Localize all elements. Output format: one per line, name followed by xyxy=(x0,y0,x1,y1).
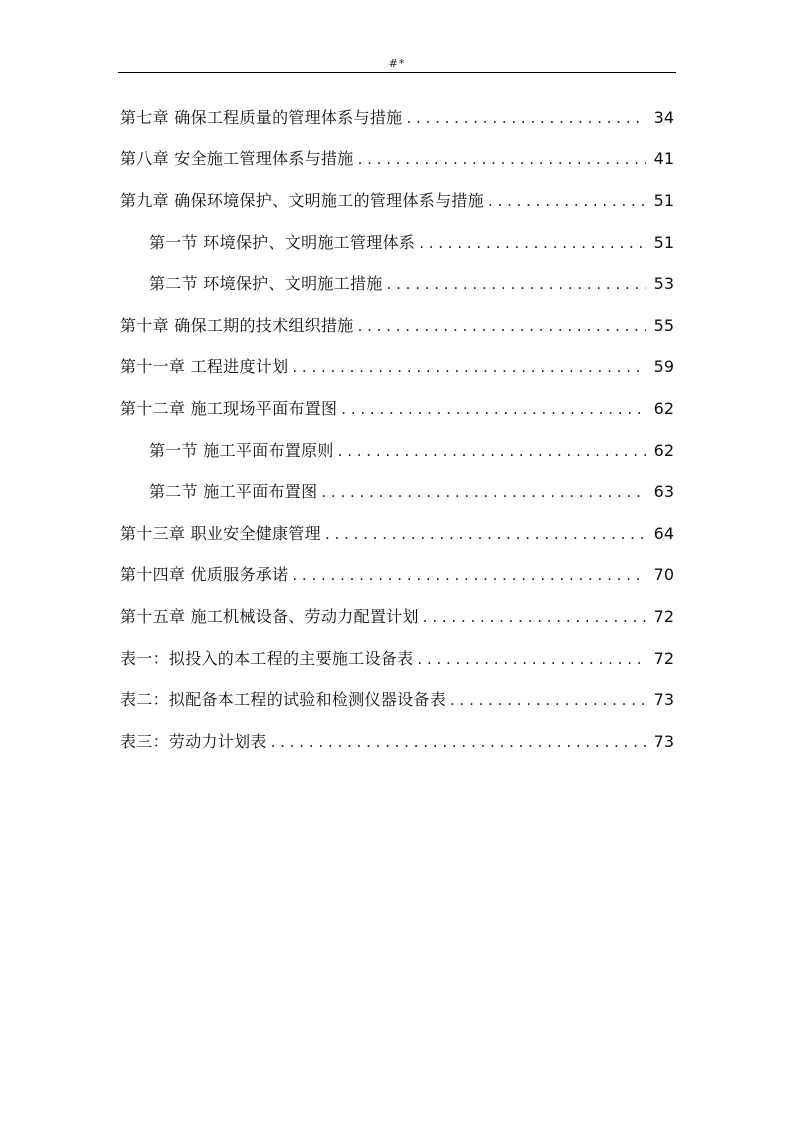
toc-entry-label: 第一节 环境保护、文明施工管理体系 xyxy=(149,232,416,252)
toc-entry-label: 第二节 环境保护、文明施工措施 xyxy=(149,274,383,294)
toc-entry[interactable] xyxy=(120,679,674,721)
toc-dot-leader xyxy=(417,649,645,669)
toc-dot-leader xyxy=(419,233,645,253)
toc-page-number: 62 xyxy=(653,398,674,418)
toc-entry-label: 表一：拟投入的本工程的主要施工设备表 xyxy=(120,648,414,668)
toc-entry-label: 第十四章 优质服务承诺 xyxy=(120,565,289,585)
toc-dot-leader xyxy=(423,607,646,627)
toc-entry[interactable] xyxy=(120,180,674,222)
toc-dot-leader xyxy=(338,441,646,461)
toc-page-number: 70 xyxy=(653,565,674,585)
toc-entry-label: 第一节 施工平面布置原则 xyxy=(149,440,334,460)
table-of-contents xyxy=(120,97,674,763)
toc-entry[interactable] xyxy=(120,347,674,389)
toc-dot-leader xyxy=(325,524,646,544)
toc-entry[interactable] xyxy=(120,513,674,555)
toc-entry-label: 第十三章 职业安全健康管理 xyxy=(120,523,321,543)
toc-subentry[interactable] xyxy=(120,471,674,513)
toc-page-number: 63 xyxy=(653,482,674,502)
toc-dot-leader xyxy=(488,191,646,211)
toc-dot-leader xyxy=(292,357,645,377)
toc-entry[interactable] xyxy=(120,97,674,139)
toc-page-number: 55 xyxy=(653,315,674,335)
toc-page-number: 51 xyxy=(653,232,674,252)
toc-dot-leader xyxy=(450,690,646,710)
toc-subentry[interactable] xyxy=(120,263,674,305)
header-divider xyxy=(118,72,676,73)
toc-dot-leader xyxy=(358,316,646,336)
toc-subentry[interactable] xyxy=(120,222,674,264)
toc-dot-leader xyxy=(271,732,646,752)
toc-page-number: 64 xyxy=(653,523,674,543)
toc-entry-label: 第十五章 施工机械设备、劳动力配置计划 xyxy=(120,606,419,626)
toc-entry[interactable] xyxy=(120,388,674,430)
toc-entry-label: 第八章 安全施工管理体系与措施 xyxy=(120,149,354,169)
toc-entry-label: 第九章 确保环境保护、文明施工的管理体系与措施 xyxy=(120,190,484,210)
toc-page-number: 34 xyxy=(653,107,674,127)
toc-dot-leader xyxy=(407,108,646,128)
toc-entry-label: 表三：劳动力计划表 xyxy=(120,731,267,751)
toc-dot-leader xyxy=(292,565,645,585)
toc-page-number: 72 xyxy=(653,606,674,626)
toc-entry-label: 第十二章 施工现场平面布置图 xyxy=(120,398,338,418)
toc-entry-label: 表二：拟配备本工程的试验和检测仪器设备表 xyxy=(120,690,447,710)
toc-page-number: 53 xyxy=(653,274,674,294)
toc-page-number: 73 xyxy=(653,690,674,710)
toc-entry[interactable] xyxy=(120,139,674,181)
toc-subentry[interactable] xyxy=(120,430,674,472)
toc-dot-leader xyxy=(341,399,645,419)
toc-entry[interactable] xyxy=(120,638,674,680)
toc-entry[interactable] xyxy=(120,721,674,763)
toc-page-number: 72 xyxy=(653,648,674,668)
page-header-mark: #* xyxy=(388,57,406,70)
toc-entry-label: 第二节 施工平面布置图 xyxy=(149,482,318,502)
toc-entry[interactable] xyxy=(120,555,674,597)
toc-dot-leader xyxy=(321,482,645,502)
toc-page-number: 51 xyxy=(653,190,674,210)
toc-page-number: 41 xyxy=(653,149,674,169)
toc-entry[interactable] xyxy=(120,596,674,638)
toc-entry-label: 第十一章 工程进度计划 xyxy=(120,357,289,377)
toc-page-number: 73 xyxy=(653,731,674,751)
toc-page-number: 62 xyxy=(653,440,674,460)
toc-dot-leader xyxy=(387,274,646,294)
toc-entry-label: 第十章 确保工期的技术组织措施 xyxy=(120,315,354,335)
toc-page-number: 59 xyxy=(653,357,674,377)
toc-entry[interactable] xyxy=(120,305,674,347)
toc-entry-label: 第七章 确保工程质量的管理体系与措施 xyxy=(120,107,403,127)
toc-dot-leader xyxy=(358,149,646,169)
